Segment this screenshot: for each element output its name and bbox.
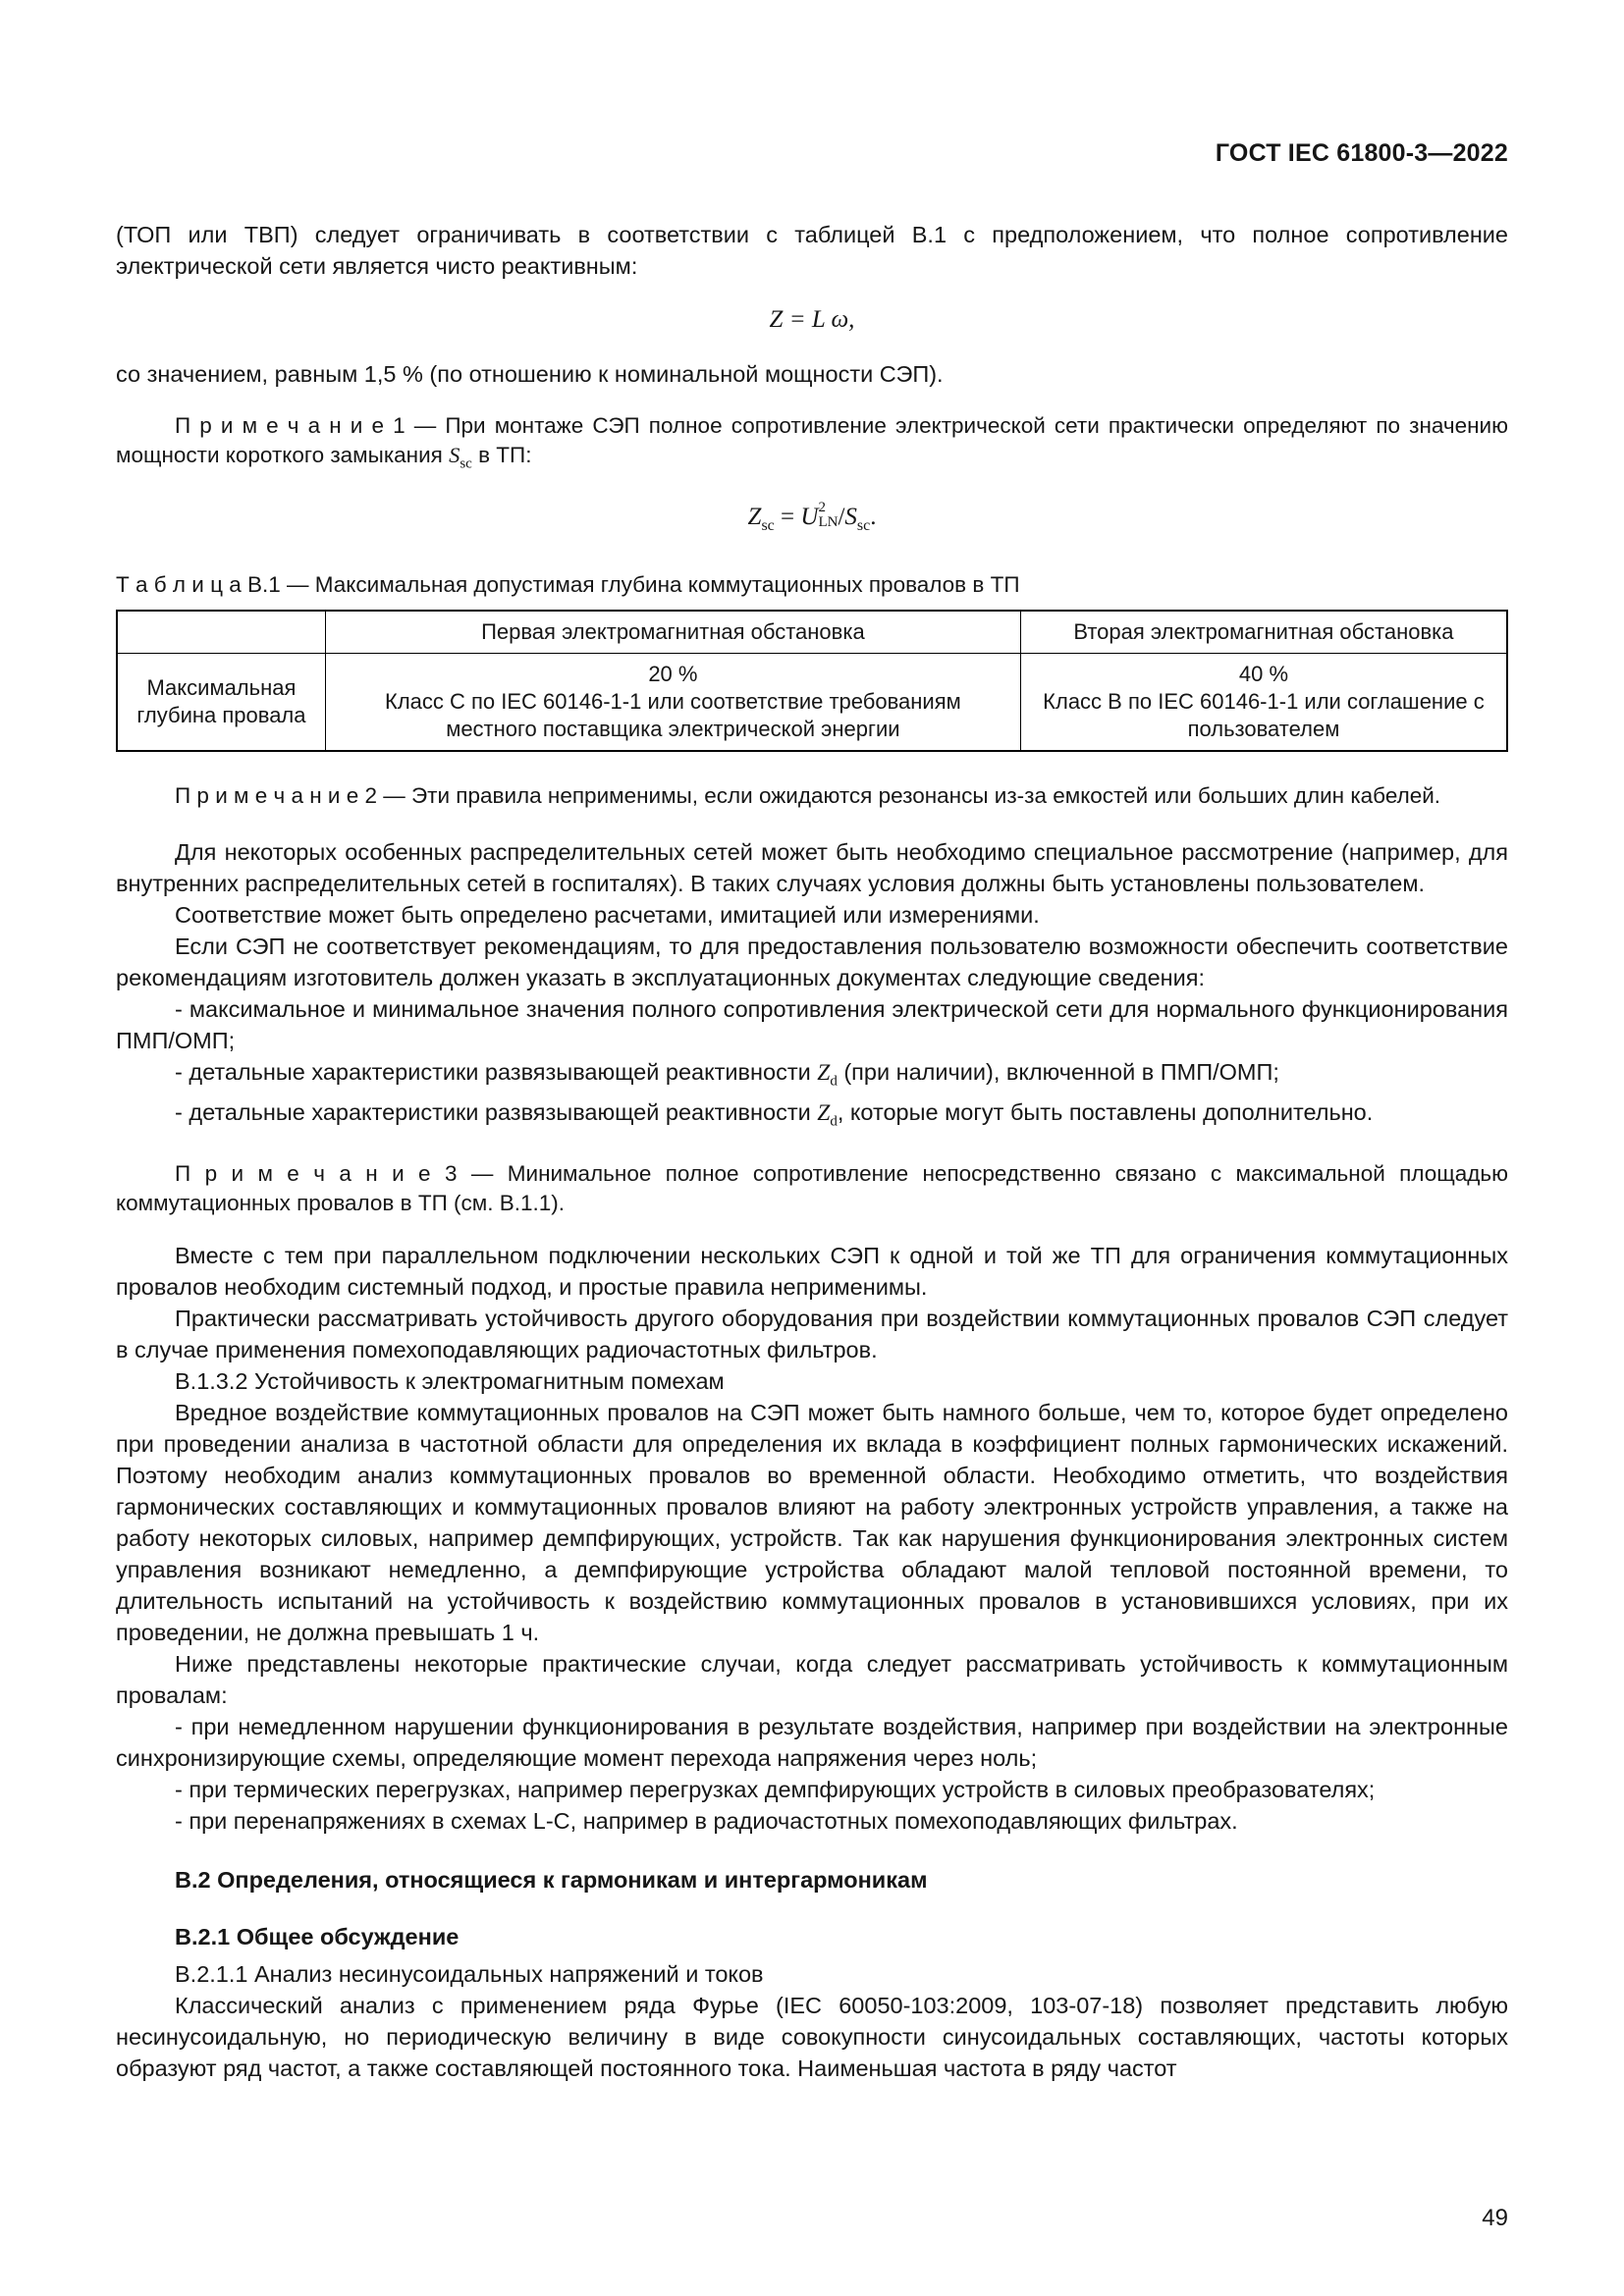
list-item-zd1-after: (при наличии), включенной в ПМП/ОМП;: [837, 1058, 1279, 1085]
paragraph-compliance: Соответствие может быть определено расчетами, имитацией или измерениями.: [175, 901, 1040, 928]
env1-text: Класс С по IEC 60146-1-1 или соответствие требованиям местного поставщика электрической энергии: [385, 688, 961, 741]
formula-zsc-z-sub: sc: [761, 516, 775, 534]
paragraph-intro: (ТОП или ТВП) следует ограничивать в соответствии с таблицей В.1 с предположением, что полное сопротивление электрической сети является чисто реактивным:: [116, 222, 1508, 279]
formula-zsc-u-supsub: [818, 501, 838, 530]
switching-notches-table: [116, 610, 1508, 752]
table-cell-env2: [1020, 653, 1507, 751]
paragraph-parallel: Вместе с тем при параллельном подключении нескольких СЭП к одной и той же ТП для ограничения коммутационных провалов необходим системный подход, и простые правила неприменимы.: [116, 1242, 1508, 1300]
formula-zsc-s: S: [844, 503, 857, 530]
table-header-row: [117, 611, 1507, 654]
formula-zsc: [116, 499, 1508, 541]
paragraph-if-not-compliant: Если СЭП не соответствует рекомендациям, то для предоставления пользователю возможности обеспечить соответствие рекомендациям изготовитель должен указать в эксплуатационных документах следующие сведения:: [116, 933, 1508, 990]
formula-zsc-dot: .: [870, 503, 877, 530]
list-item-thermal: - при термических перегрузках, например перегрузках демпфирующих устройств в силовых преобразователях;: [175, 1776, 1376, 1802]
list-item-zd2-before: - детальные характеристики развязывающей реактивности: [175, 1099, 818, 1126]
symbol-zd-subscript: d: [830, 1113, 838, 1130]
list-item-impedance: - максимальное и минимальное значения полного сопротивления электрической сети для нормального функционирования ПМП/ОМП;: [116, 995, 1508, 1053]
doc-code-header: ГОСТ IEC 61800-3—2022: [1215, 139, 1508, 167]
clause-b132-heading: В.1.3.2 Устойчивость к электромагнитным помехам: [175, 1367, 725, 1394]
formula-zsc-z: Z: [747, 503, 762, 530]
symbol-zd: Z: [817, 1059, 831, 1086]
env2-text: Класс В по IEC 60146-1-1 или соглашение с пользователем: [1043, 688, 1485, 741]
table-corner-cell: [117, 611, 325, 654]
table-cell-env1: [325, 653, 1020, 751]
list-item-overvoltage: - при перенапряжениях в схемах L-C, например в радиочастотных помехоподавляющих фильтрах.: [175, 1807, 1238, 1834]
section-b21-heading: В.2.1 Общее обсуждение: [175, 1923, 460, 1949]
table-caption: Т а б л и ц а В.1 — Максимальная допустимая глубина коммутационных провалов в ТП: [116, 571, 1020, 597]
formula-zsc-s-sub: sc: [856, 516, 871, 534]
note-1-text-after: в ТП:: [471, 443, 532, 467]
env1-value: 20 %: [648, 661, 698, 686]
note-1-text-before: П р и м е ч а н и е 1 — При монтаже СЭП полное сопротивление электрической сети практически определяют по значению мощности короткого замыкания: [116, 413, 1508, 467]
formula-zsc-u: U: [800, 503, 819, 530]
list-item-zd1-before: - детальные характеристики развязывающей реактивности: [175, 1058, 818, 1085]
paragraph-cases-intro: Ниже представлены некоторые практические случаи, когда следует рассматривать устойчивость к коммутационным провалам:: [116, 1650, 1508, 1708]
table-col1-header: Первая электромагнитная обстановка: [325, 611, 1020, 654]
note-1: [116, 411, 1508, 479]
formula-z-equals-lw: Z = L ω,: [769, 306, 855, 333]
table-row-label: Максимальная глубина провала: [117, 653, 325, 751]
list-item-zd-optional: [116, 1096, 1508, 1138]
symbol-zd-subscript: d: [830, 1073, 838, 1090]
list-item-zd2-after: , которые могут быть поставлены дополнительно.: [837, 1099, 1374, 1126]
paragraph-special-networks: Для некоторых особенных распределительных сетей может быть необходимо специальное рассмотрение (например, для внутренних распределительных сетей в госпиталях). В таких случаях условия должны быть установлены пользователем.: [116, 838, 1508, 896]
symbol-ssc-subscript: sc: [460, 455, 472, 472]
paragraph-value: со значением, равным 1,5 % (по отношению к номинальной мощности СЭП).: [116, 361, 944, 387]
list-item-zd-included: [116, 1056, 1508, 1097]
clause-b211-heading: В.2.1.1 Анализ несинусоидальных напряжений и токов: [175, 1960, 764, 1987]
formula-zsc-slash: /: [838, 503, 845, 530]
symbol-ssc: S: [449, 443, 460, 467]
formula-zsc-u-sup: 2: [818, 499, 826, 515]
section-b2-heading: В.2 Определения, относящиеся к гармоникам и интергармоникам: [175, 1866, 928, 1893]
page-number: 49: [1482, 2205, 1508, 2231]
table-row: [117, 653, 1507, 751]
list-item-immediate: - при немедленном нарушении функционирования в результате воздействия, например при воздействии на электронные синхронизирующие схемы, определяющие момент перехода напряжения через ноль;: [116, 1713, 1508, 1771]
env2-value: 40 %: [1238, 661, 1289, 686]
paragraph-practical: Практически рассматривать устойчивость другого оборудования при воздействии коммутационных провалов СЭП следует в случае применения помехоподавляющих радиочастотных фильтров.: [116, 1305, 1508, 1362]
note-3: П р и м е ч а н и е 3 — Минимальное полное сопротивление непосредственно связано с максимальной площадью коммутационных провалов в ТП (см. В.1.1).: [116, 1160, 1508, 1215]
note-2: П р и м е ч а н и е 2 — Эти правила неприменимы, если ожидаются резонансы из-за емкостей или больших длин кабелей.: [175, 782, 1441, 808]
formula-zsc-equals: =: [774, 503, 801, 530]
paragraph-harmful-effects: Вредное воздействие коммутационных провалов на СЭП может быть намного больше, чем то, которое будет определено при проведении анализа в частотной области для определения их вклада в коэффициент полных гармонических искажений. Поэтому необходим анализ коммутационных провалов во временной области. Необходимо отметить, что воздействия гармонических составляющих и коммутационных провалов влияют на работу электронных устройств управления, а также на работу некоторых силовых, например демпфирующих, устройств. Так как нарушения функционирования электронных систем управления возникают немедленно, а демпфирующие устройства обладают малой тепловой постоянной времени, то длительность испытаний на устойчивость к воздействию коммутационных провалов в установившихся условиях, при их проведении, не должна превышать 1 ч.: [116, 1399, 1508, 1645]
table-col2-header: Вторая электромагнитная обстановка: [1020, 611, 1507, 654]
symbol-zd: Z: [817, 1100, 831, 1127]
formula-zsc-u-sub: LN: [818, 513, 839, 530]
paragraph-fourier: Классический анализ с применением ряда Фурье (IEC 60050-103:2009, 103-07-18) позволяет представить любую несинусоидальную, но периодическую величину в виде совокупности синусоидальных составляющих, частоты которых образуют ряд частот, а также составляющей постоянного тока. Наименьшая частота в ряду частот: [116, 1992, 1508, 2081]
